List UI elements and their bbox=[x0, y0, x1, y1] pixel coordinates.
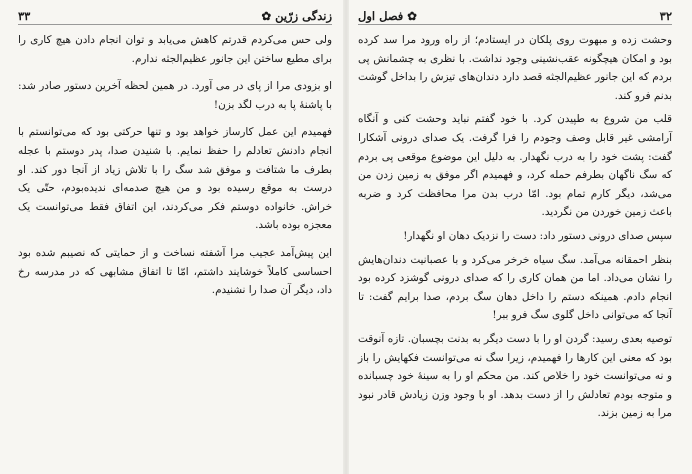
paragraph: فهمیدم این عمل کارساز خواهد بود و تنها حرکتی بود که می‌توانستم با انجام دادنش تعادلم را حفظ نمایم. با شنیدن صدا، پدر دوستم با عجله بطرف ما شتافت و موفق شد سگ را با تلاش زیاد از آنجا دور کند. او درست به موقع رسیده بود و من هیچ صدمه‌ای ندیده‌بودم، حتّی یک خراش. خانواده دوستم فکر می‌کردند، این اتفاق فقط می‌توانست یک معجزه بوده باشد. bbox=[18, 126, 332, 232]
paragraph: ولی حس می‌کردم قدرتم کاهش می‌یابد و توان انجام دادن هیچ کاری را برای مطیع ساختن این جانور عظیم‌الجثه ندارم. bbox=[18, 34, 332, 65]
paragraph: سپس صدای درونی دستور داد: دست را نزدیک دهان او نگهدار! bbox=[403, 229, 672, 242]
right-page-number: ۳۲ bbox=[659, 9, 672, 23]
paragraph: وحشت زده و مبهوت روی پلکان در ایستادم؛ از راه ورود مرا سد کرده بود و امکان هیچگونه عقب‌نشینی وجود نداشت. با نظری به چشمانش پی بردم که این جانور عظیم‌الجثه قصد دارد دندان‌های تیزش را بداخل گوشت بدنم فرو کند. bbox=[358, 34, 672, 102]
left-page-number: ۳۳ bbox=[18, 9, 31, 23]
right-page-running-title: ✿ فصل اول bbox=[358, 9, 417, 23]
paragraph: بنظر احمقانه می‌آمد. سگ سیاه خرخر می‌کرد و با عصبانیت دندان‌هایش را نشان می‌داد. اما من همان کاری را که صدای درونی گوشزد کرده بود انجام دادم. همینکه دستم را داخل دهان سگ بردم، صدا برایم گفت: تا آنجا که می‌توانی داخل گلوی سگ فرو ببر! bbox=[358, 253, 672, 322]
left-page-running-title: زندگی زرّین ✿ bbox=[261, 9, 332, 23]
paragraph: توصیه بعدی رسید: گردن او را با دست دیگر به بدنت بچسبان. تازه آنوقت بود که معنی این کارها را فهمیدم، زیرا سگ نه می‌توانست فکهایش را باز و نه می‌توانست خود را خلاص کند. من محکم او را به سینهٔ خود چسبانده و متوجه بودم تعادلش را از دست بدهد. او با وجود وزن زیادش قادر نبود مرا به زمین بزند. bbox=[358, 332, 672, 420]
left-page-header bbox=[18, 8, 332, 25]
right-page bbox=[346, 0, 692, 474]
paragraph: قلب من شروع به طپیدن کرد. با خود گفتم نباید وحشت کنی و آنگاه آرامشی غیر قابل وصف وجودم را فرا گرفت. یک صدای درونی آشکارا گفت: پشت خود را به درب نگهدار. به دلیل این موضوع موقعی پی بردم که سگ ناگهان بطرفم حمله کرد، و فهمیدم اگر موفق به زمین زدن من می‌شد، دیگر کارم تمام بود. امّا درب بدن مرا محافظت کرد و ضربه باعث زمین خوردن من نگردید. bbox=[358, 113, 672, 219]
right-page-header bbox=[358, 8, 672, 25]
paragraph: او بزودی مرا از پای در می آورد. در همین لحظه آخرین دستور صادر شد: با پاشنهٔ پا به درب لگد بزن! bbox=[18, 80, 332, 111]
paragraph: این پیش‌آمد عجیب مرا آشفته نساخت و از حمایتی که نصیبم شده بود احساسی کاملاً خوشایند داشتم، امّا تا اتفاق مشابهی که در مدرسه رخ داد، دیگر آن صدا را نشنیدم. bbox=[18, 246, 332, 297]
